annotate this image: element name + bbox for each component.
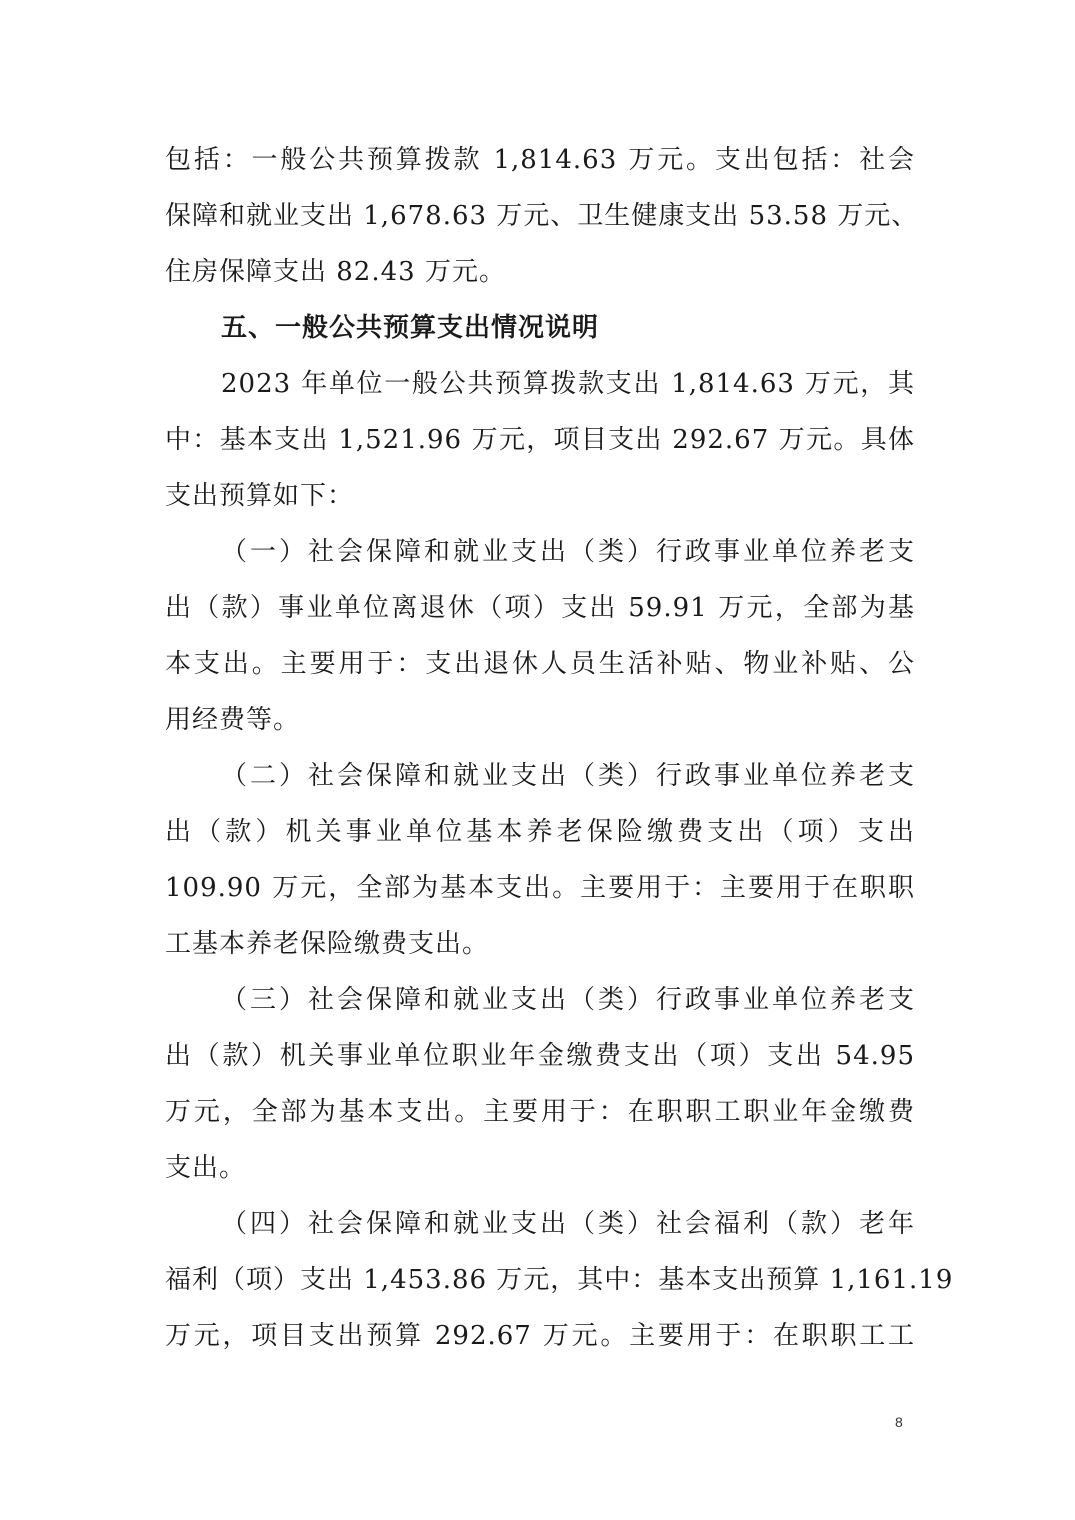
text-line: 中：基本支出 1,521.96 万元，项目支出 292.67 万元。具体 — [165, 425, 915, 455]
text-line: （一）社会保障和就业支出（类）行政事业单位养老支 — [221, 537, 915, 567]
text-line: （三）社会保障和就业支出（类）行政事业单位养老支 — [221, 985, 915, 1015]
text-line: 用经费等。 — [165, 705, 301, 735]
text-line: 109.90 万元，全部为基本支出。主要用于：主要用于在职职 — [165, 873, 915, 903]
text-line: 本支出。主要用于：支出退休人员生活补贴、物业补贴、公 — [165, 649, 915, 679]
text-line: 工基本养老保险缴费支出。 — [165, 929, 490, 959]
text-line: 2023 年单位一般公共预算拨款支出 1,814.63 万元，其 — [221, 369, 915, 399]
text-line: 支出预算如下： — [165, 481, 355, 511]
text-line: 出（款）机关事业单位职业年金缴费支出（项）支出 54.95 — [165, 1041, 915, 1071]
text-line: 万元，项目支出预算 292.67 万元。主要用于：在职职工工 — [165, 1321, 915, 1351]
text-line: 出（款）机关事业单位基本养老保险缴费支出（项）支出 — [165, 817, 915, 847]
text-line: 出（款）事业单位离退休（项）支出 59.91 万元，全部为基 — [165, 593, 915, 623]
text-line: 万元，全部为基本支出。主要用于：在职职工职业年金缴费 — [165, 1097, 915, 1127]
text-line: （二）社会保障和就业支出（类）行政事业单位养老支 — [221, 761, 915, 791]
text-line: 保障和就业支出 1,678.63 万元、卫生健康支出 53.58 万元、 — [165, 201, 919, 231]
text-line: 包括：一般公共预算拨款 1,814.63 万元。支出包括：社会 — [165, 145, 915, 175]
text-line: 住房保障支出 82.43 万元。 — [165, 257, 506, 287]
text-line: 支出。 — [165, 1153, 247, 1183]
body-text — [165, 132, 954, 1364]
text-line: （四）社会保障和就业支出（类）社会福利（款）老年 — [221, 1209, 915, 1239]
section-heading: 五、一般公共预算支出情况说明 — [221, 313, 600, 343]
page-number: 8 — [895, 1414, 903, 1430]
text-line: 福利（项）支出 1,453.86 万元，其中：基本支出预算 1,161.19 — [165, 1265, 954, 1295]
